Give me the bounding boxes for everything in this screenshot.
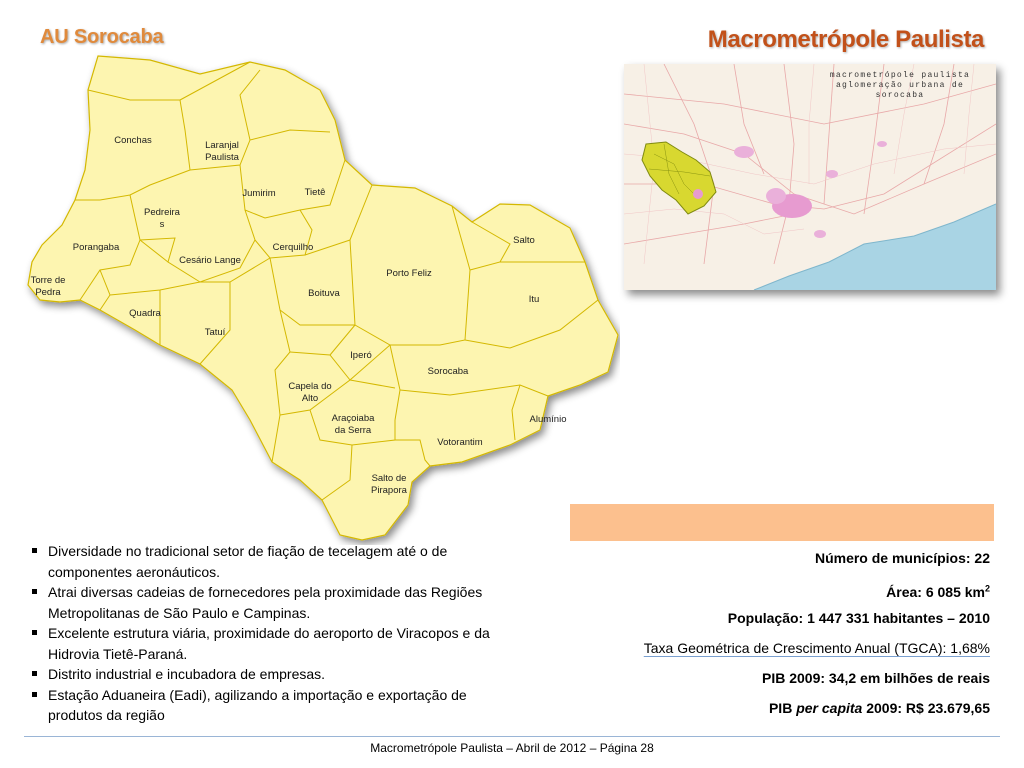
stat-tgca: Taxa Geométrica de Crescimento Anual (TGCA): 1,68% — [643, 640, 990, 656]
list-item: Distrito industrial e incubadora de empresas. — [30, 664, 520, 685]
municipality-label: Votorantim — [437, 437, 483, 448]
inset-title-line1: macrometrópole paulista — [829, 71, 971, 80]
municipality-label: Boituva — [308, 288, 340, 299]
bullet-marker — [32, 630, 37, 635]
inset-title-line2: aglomeração urbana de sorocaba — [835, 81, 965, 100]
municipality-label: Jumirim — [242, 188, 276, 199]
footer-divider — [24, 736, 1000, 737]
municipality-label: Porangaba — [72, 242, 120, 253]
list-item: Estação Aduaneira (Eadi), agilizando a importação e exportação de produtos da região — [30, 685, 520, 726]
municipality-label: Cesário Lange — [179, 255, 241, 266]
bullet-marker — [32, 671, 37, 676]
stat-populacao: População: 1 447 331 habitantes – 2010 — [727, 610, 990, 626]
municipality-label: Salto de Pirapora — [371, 473, 407, 496]
municipality-label: Itu — [528, 294, 540, 305]
municipality-label: Cerquilho — [272, 242, 314, 253]
municipality-label: Tatuí — [204, 327, 226, 338]
stat-pib-per-capita: PIB per capita 2009: R$ 23.679,65 — [768, 700, 990, 716]
municipality-label: Araçoiaba da Serra — [331, 413, 375, 436]
bullet-marker — [32, 589, 37, 594]
municipality-label: Alumínio — [529, 414, 567, 425]
stat-area: Área: 6 085 $km^2$ — [886, 583, 990, 600]
municipality-label: Porto Feliz — [386, 268, 432, 279]
stat-pib: PIB 2009: 34,2 em bilhões de reais — [761, 670, 990, 686]
orange-header-bar — [570, 504, 994, 541]
municipality-label: Laranjal Paulista — [205, 140, 239, 163]
municipality-map — [0, 0, 620, 545]
list-item: Atrai diversas cadeias de fornecedores pela proximidade das Regiões Metropolitanas de São Paulo e Campinas. — [30, 582, 520, 623]
list-item: Diversidade no tradicional setor de fiação de tecelagem até o de componentes aeronáuticos. — [30, 541, 520, 582]
municipality-label: Torre de Pedra — [30, 275, 66, 298]
stat-municipios: Número de municípios: 22 — [814, 550, 990, 566]
bullet-marker — [32, 548, 37, 553]
municipality-label: Tietê — [304, 187, 326, 198]
municipality-label: Quadra — [129, 308, 161, 319]
bullet-marker — [32, 692, 37, 697]
bullet-list — [30, 541, 520, 726]
list-item: Excelente estrutura viária, proximidade do aeroporto de Viracopos e da Hidrovia Tietê-Paraná. — [30, 623, 520, 664]
statistics-block — [644, 549, 990, 729]
municipality-label: Capela do Alto — [288, 381, 332, 404]
inset-map-title — [815, 71, 985, 101]
municipality-label: Pedreira s — [144, 207, 180, 230]
municipality-label: Sorocaba — [427, 366, 469, 377]
municipality-label: Iperó — [350, 350, 372, 361]
municipality-label: Salto — [513, 235, 535, 246]
municipality-label: Conchas — [114, 135, 152, 146]
title-au-sorocaba: AU Sorocaba — [40, 26, 164, 48]
footer-text: Macrometrópole Paulista – Abril de 2012 – Página 28 — [370, 741, 654, 755]
title-macrometropole: Macrometrópole Paulista — [707, 26, 984, 53]
